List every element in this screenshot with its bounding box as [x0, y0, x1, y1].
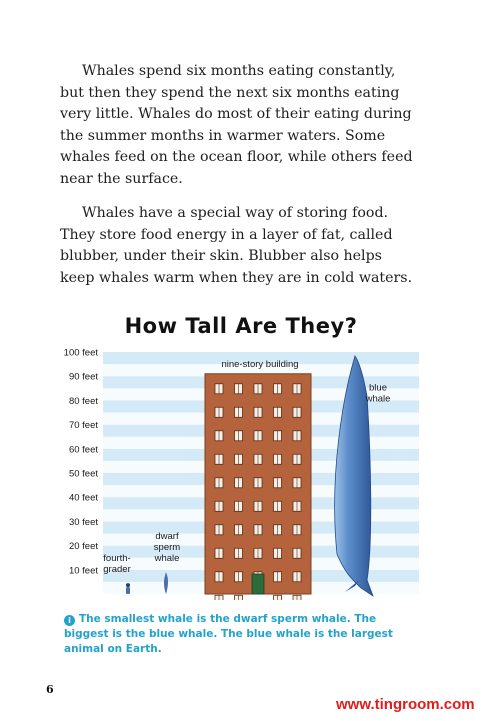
- figure-caption: [64, 612, 404, 657]
- y-tick-label: 40 feet: [68, 492, 98, 504]
- y-tick-label: 100 feet: [63, 347, 98, 359]
- building-door: [252, 574, 264, 594]
- category-label: whale: [365, 393, 391, 405]
- category-label: nine-story building: [221, 358, 299, 370]
- category-label: grader: [103, 564, 131, 576]
- y-tick-label: 20 feet: [68, 541, 98, 553]
- category-label: sperm: [153, 542, 181, 554]
- category-label: dwarf: [155, 531, 179, 543]
- paragraph-text: Whales spend six months eating constantly, but then they spend the next six months eating very little. Whales do most of their eating during the summer months in warmer waters. Some whales feed on the ocean floor, while others feed near the surface.: [60, 63, 413, 187]
- category-label: whale: [154, 553, 180, 565]
- y-tick-label: 80 feet: [68, 395, 98, 407]
- fourth-grader-head: [126, 583, 130, 587]
- caption-text: The smallest whale is the dwarf sperm whale. The biggest is the blue whale. The blue whale is the largest animal on Earth.: [64, 613, 393, 655]
- y-tick-label: 70 feet: [68, 420, 98, 432]
- height-comparison-chart: [55, 344, 425, 600]
- paragraph-text: Whales have a special way of storing food. They store food energy in a layer of fat, called blubber, under their skin. Blubber also helps keep whales warm when they are in cold waters.: [60, 205, 413, 286]
- paragraph-eating: [60, 61, 418, 191]
- y-tick-label: 10 feet: [68, 565, 98, 577]
- nine-story-building: [205, 374, 311, 600]
- y-tick-label: 30 feet: [68, 516, 98, 528]
- info-icon: i: [64, 615, 75, 626]
- page-number: 6: [46, 683, 54, 696]
- y-tick-label: 90 feet: [68, 371, 98, 383]
- paragraph-blubber: [60, 203, 418, 289]
- y-tick-label: 50 feet: [68, 468, 98, 480]
- category-label: blue: [369, 382, 387, 394]
- y-tick-label: 60 feet: [68, 444, 98, 456]
- fourth-grader-body: [126, 587, 130, 594]
- watermark: www.tingroom.com: [336, 696, 475, 713]
- chart-title: How Tall Are They?: [124, 314, 358, 338]
- fourth-grader-figure: [126, 583, 130, 594]
- category-label: fourth-: [103, 553, 131, 565]
